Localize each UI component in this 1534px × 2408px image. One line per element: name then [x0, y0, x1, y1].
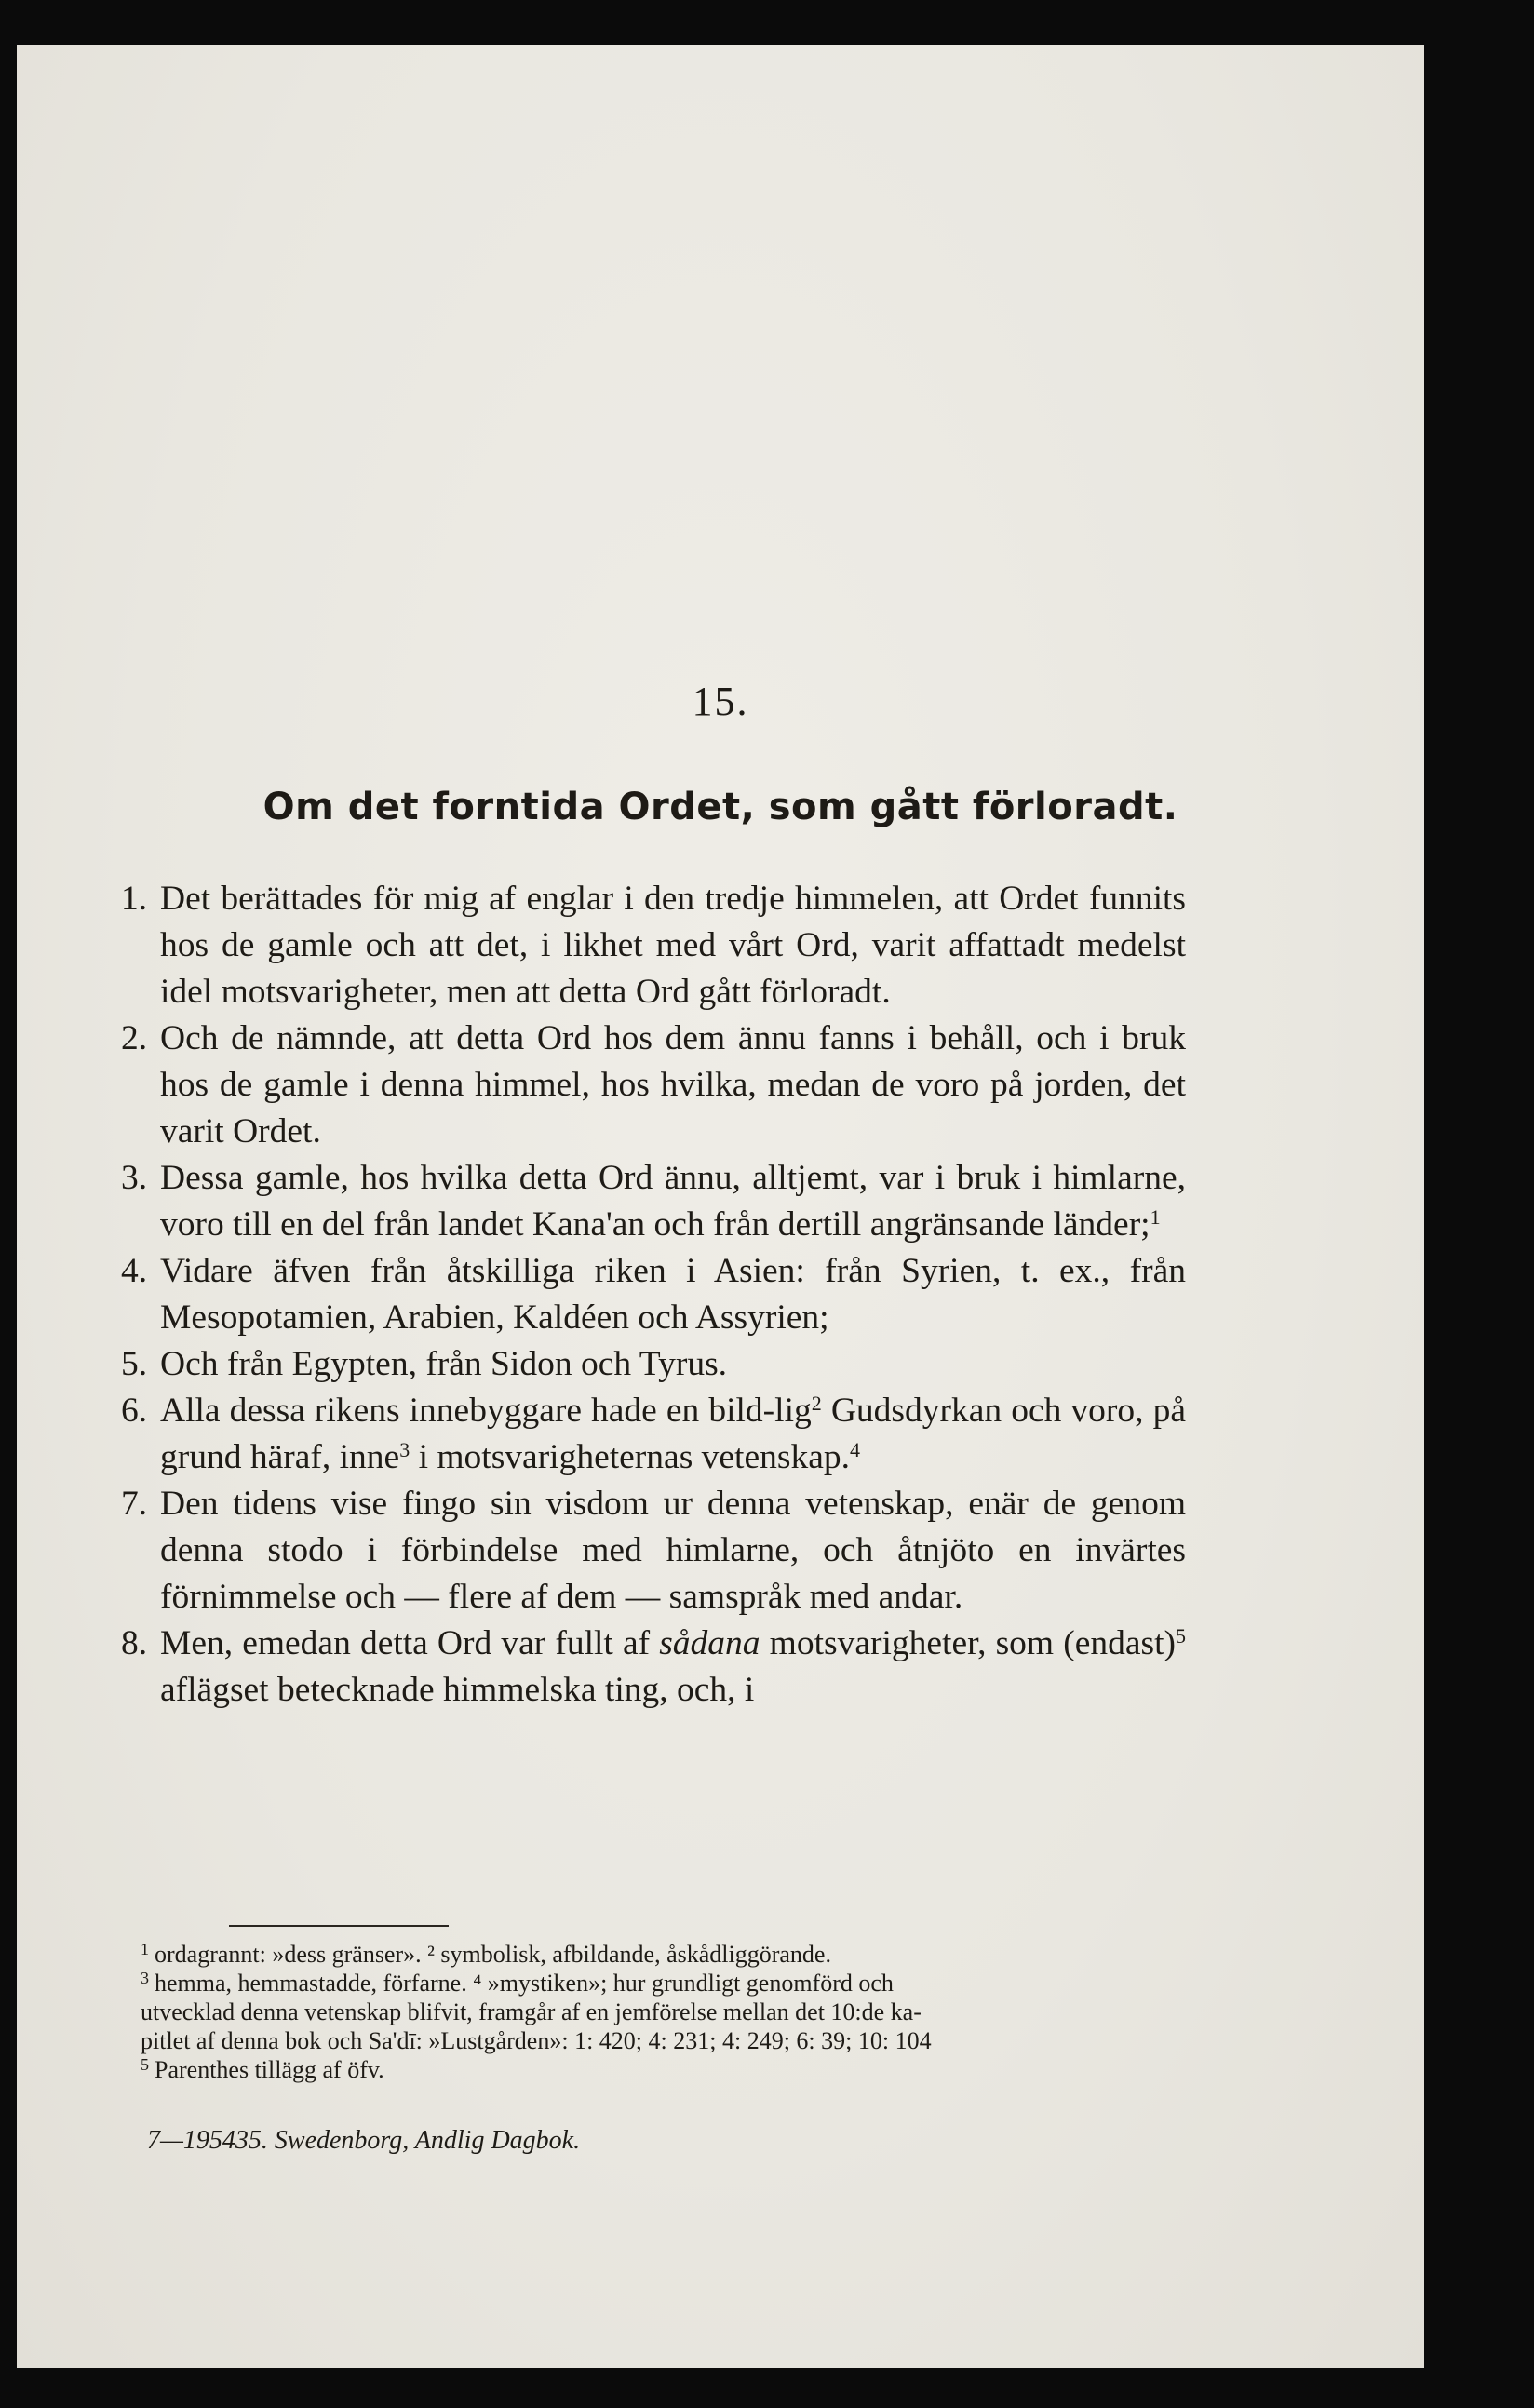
footnote-mark: 1	[141, 1940, 149, 1958]
footnote-text: ordagrannt: »dess gränser». ² symbolisk, afbildande, åskådliggörande.	[155, 1941, 831, 1968]
paragraph-4	[121, 1248, 1186, 1341]
footnote-ref: 3	[399, 1438, 410, 1461]
paragraph-text: Den tidens vise fingo sin visdom ur denna vetenskap, enär de genom denna stodo i förbindelse med himlarne, och åtnjöto en invärtes förnimmelse och — flere af dem — samspråk med andar.	[160, 1485, 1186, 1616]
paragraph-3	[121, 1155, 1186, 1248]
footnote-text: hemma, hemmastadde, förfarne. ⁴ »mystiken»; hur grundligt genomförd och	[155, 1970, 894, 1997]
paragraph-number: 4.	[121, 1252, 148, 1290]
footnote-line	[141, 1969, 1181, 1998]
footnote-ref: 1	[1150, 1205, 1161, 1229]
paragraph-2	[121, 1016, 1186, 1155]
paragraph-text: Och de nämnde, att detta Ord hos dem ännu fanns i behåll, och i bruk hos de gamle i denna himmel, hos hvilka, medan de voro på jorden, det varit Ordet.	[160, 1019, 1186, 1150]
footnote-ref: 4	[849, 1438, 860, 1461]
footnote-ref: 2	[811, 1392, 822, 1415]
paragraph-number: 3.	[121, 1159, 148, 1197]
paragraph-text: Vidare äfven från åtskilliga riken i Asien: från Syrien, t. ex., från Mesopotamien, Arabien, Kaldéen och Assyrien;	[160, 1252, 1186, 1337]
paragraph-text: motsvarigheter, som (endast)	[760, 1624, 1176, 1662]
footnote-line: pitlet af denna bok och Sa'dī: »Lustgården»: 1: 420; 4: 231; 4: 249; 6: 39; 10: 104	[141, 2027, 932, 2054]
paragraph-text: Dessa gamle, hos hvilka detta Ord ännu, alltjemt, var i bruk i himlarne, voro till en del från landet Kana'an och från dertill angränsande länder;	[160, 1159, 1186, 1244]
paragraph-text-wrap	[160, 1388, 1186, 1481]
paragraph-number: 5.	[121, 1345, 148, 1383]
paragraph-text-wrap	[160, 1621, 1186, 1714]
footnote-divider	[229, 1925, 449, 1927]
paragraph-text: Gudsdyrkan och voro, på grund häraf, inne	[160, 1392, 1186, 1476]
paragraph-8	[121, 1621, 1186, 1714]
paragraph-text: Alla dessa rikens innebyggare hade en bild-lig	[160, 1392, 812, 1430]
section-number: 15.	[692, 679, 749, 724]
footnote-mark: 3	[141, 1969, 149, 1987]
paragraph-text: aflägset betecknade himmelska ting, och, i	[160, 1671, 755, 1709]
printer-signature: 7—195435. Swedenborg, Andlig Dagbok.	[147, 2126, 581, 2155]
paragraph-text: i motsvarigheternas vetenskap.	[410, 1438, 850, 1476]
paragraph-7	[121, 1481, 1186, 1621]
footnote-line	[141, 1940, 1181, 1969]
book-page	[17, 45, 1424, 2368]
paragraph-1	[121, 876, 1186, 1016]
footnote-line	[141, 2055, 1181, 2084]
footnote-mark: 5	[141, 2055, 149, 2074]
paragraph-text: Det berättades för mig af englar i den tredje himmelen, att Ordet funnits hos de gamle och att det, i likhet med vårt Ord, varit affattadt medelst idel motsvarigheter, men att detta Ord gått förloradt.	[160, 880, 1186, 1011]
paragraph-text: Och från Egypten, från Sidon och Tyrus.	[160, 1345, 728, 1383]
body-text	[121, 876, 1186, 1714]
paragraph-number: 6.	[121, 1392, 148, 1430]
paragraph-6	[121, 1388, 1186, 1481]
paragraph-text-wrap	[160, 1155, 1186, 1248]
paragraph-text: Men, emedan detta Ord var fullt af	[160, 1624, 660, 1662]
emphasis: sådana	[659, 1624, 760, 1662]
footnote-text: Parenthes tillägg af öfv.	[155, 2056, 384, 2083]
footnotes	[141, 1940, 1181, 2084]
footnote-ref: 5	[1176, 1624, 1186, 1648]
footnote-line: utvecklad denna vetenskap blifvit, framgår af en jemförelse mellan det 10:de ka-	[141, 1998, 922, 2025]
paragraph-number: 8.	[121, 1624, 148, 1662]
paragraph-5	[121, 1341, 1186, 1388]
paragraph-number: 1.	[121, 880, 148, 918]
paragraph-number: 7.	[121, 1485, 148, 1523]
paragraph-number: 2.	[121, 1019, 148, 1057]
page-title: Om det forntida Ordet, som gått förloradt.	[262, 786, 1178, 828]
